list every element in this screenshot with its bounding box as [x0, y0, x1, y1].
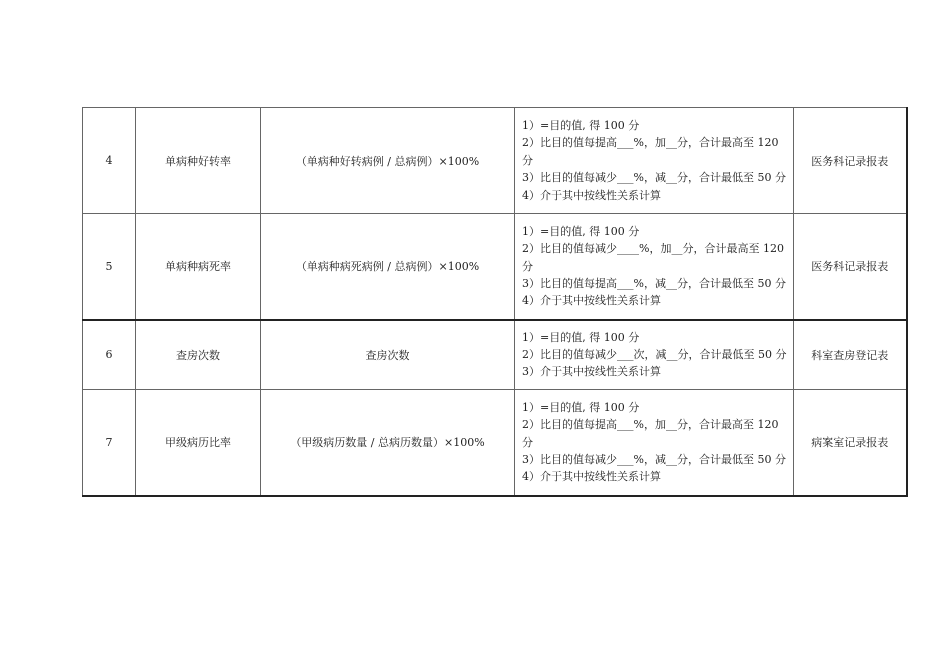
row-number: 5 [83, 214, 136, 320]
table-row [83, 390, 907, 496]
rule-line: 4）介于其中按线性关系计算 [522, 294, 661, 308]
indicator-name: 查房次数 [136, 320, 261, 390]
rule-line: 4）介于其中按线性关系计算 [522, 470, 661, 484]
indicator-formula: （单病种好转病例 / 总病例）×100% [261, 108, 515, 214]
indicator-name: 单病种好转率 [136, 108, 261, 214]
row-number: 4 [83, 108, 136, 214]
scoring-rules [515, 108, 794, 214]
data-source: 医务科记录报表 [794, 108, 907, 214]
rule-line: 1）=目的值, 得 100 分 [522, 330, 640, 344]
rule-line: 2）比目的值每提高___%，加__分，合计最高至 120 分 [522, 136, 782, 167]
rule-line: 3）比目的值每减少___%，减__分，合计最低至 50 分 [522, 171, 786, 185]
rule-line: 1）=目的值, 得 100 分 [522, 400, 640, 414]
indicator-formula: （单病种病死病例 / 总病例）×100% [261, 214, 515, 320]
rule-line: 1）=目的值, 得 100 分 [522, 118, 640, 132]
scoring-rules [515, 390, 794, 496]
scoring-rules [515, 214, 794, 320]
indicator-formula: 查房次数 [261, 320, 515, 390]
rule-line: 1）=目的值, 得 100 分 [522, 224, 640, 238]
data-source: 病案室记录报表 [794, 390, 907, 496]
data-source: 医务科记录报表 [794, 214, 907, 320]
indicator-name: 甲级病历比率 [136, 390, 261, 496]
indicator-table [82, 107, 908, 497]
rule-line: 2）比目的值每减少____%，加__分，合计最高至 120 分 [522, 242, 788, 273]
rule-line: 4）介于其中按线性关系计算 [522, 188, 661, 202]
data-source: 科室查房登记表 [794, 320, 907, 390]
rule-line: 3）比目的值每提高___%，减__分，合计最低至 50 分 [522, 276, 786, 290]
rule-line: 3）比目的值每减少___%，减__分，合计最低至 50 分 [522, 452, 786, 466]
rule-line: 3）介于其中按线性关系计算 [522, 365, 661, 379]
table-row [83, 320, 907, 390]
table-row [83, 214, 907, 320]
rule-line: 2）比目的值每减少___次，减__分，合计最低至 50 分 [522, 348, 787, 362]
table-row [83, 108, 907, 214]
row-number: 6 [83, 320, 136, 390]
indicator-name: 单病种病死率 [136, 214, 261, 320]
scoring-rules [515, 320, 794, 390]
indicator-formula: （甲级病历数量 / 总病历数量）×100% [261, 390, 515, 496]
rule-line: 2）比目的值每提高___%，加__分，合计最高至 120 分 [522, 418, 782, 449]
row-number: 7 [83, 390, 136, 496]
